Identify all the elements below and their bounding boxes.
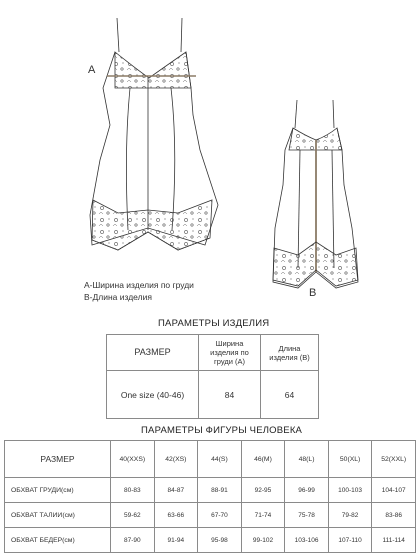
table-cell: 71-74 [241, 503, 285, 528]
table-row [5, 503, 416, 528]
table-cell: 67-70 [198, 503, 242, 528]
table-row [107, 371, 319, 419]
table-cell: 95-98 [198, 528, 242, 553]
table-cell: 80-83 [111, 478, 155, 503]
table-header-cell: РАЗМЕР [5, 441, 111, 478]
table-header-cell: 40(XXS) [111, 441, 155, 478]
table-cell: 103-106 [285, 528, 329, 553]
row-label: ОБХВАТ ТАЛИИ(см) [5, 503, 111, 528]
body-params-table [4, 440, 416, 553]
table-cell: 79-82 [328, 503, 372, 528]
table-cell: 88-91 [198, 478, 242, 503]
callout-b-label: B [309, 287, 317, 299]
table-cell: 91-94 [154, 528, 198, 553]
table-header-cell: 48(L) [285, 441, 329, 478]
table-header-cell: Длина изделия (В) [261, 335, 319, 371]
table-header-row [5, 441, 416, 478]
table-cell: 83-86 [372, 503, 416, 528]
table-cell: 59-62 [111, 503, 155, 528]
table-cell: 99-102 [241, 528, 285, 553]
row-label: ОБХВАТ БЕДЕР(см) [5, 528, 111, 553]
garment-params-table [106, 334, 319, 419]
table-cell: 96-99 [285, 478, 329, 503]
body-params-title: ПАРАМЕТРЫ ФИГУРЫ ЧЕЛОВЕКА [141, 425, 303, 436]
table-header-cell: 50(XL) [328, 441, 372, 478]
back-dress-drawing [273, 100, 358, 288]
table-cell: 92-95 [241, 478, 285, 503]
table-cell: 111-114 [372, 528, 416, 553]
callout-a-label: A [88, 64, 96, 76]
table-row [5, 478, 416, 503]
table-header-cell: 42(XS) [154, 441, 198, 478]
row-label: ОБХВАТ ГРУДИ(см) [5, 478, 111, 503]
table-header-cell: 44(S) [198, 441, 242, 478]
table-cell: 100-103 [328, 478, 372, 503]
table-cell: 107-110 [328, 528, 372, 553]
table-header-cell: РАЗМЕР [107, 335, 199, 371]
table-cell: 63-66 [154, 503, 198, 528]
table-cell: 104-107 [372, 478, 416, 503]
legend-width: А-Ширина изделия по груди [84, 280, 194, 290]
table-header-cell: 46(M) [241, 441, 285, 478]
garment-params-title: ПАРАМЕТРЫ ИЗДЕЛИЯ [158, 318, 270, 329]
table-header-cell: Ширина изделия по груди (А) [199, 335, 261, 371]
front-dress-drawing [90, 18, 218, 250]
table-cell: 87-90 [111, 528, 155, 553]
legend-length: B-Длина изделия [84, 292, 152, 302]
table-cell: 64 [261, 371, 319, 419]
table-cell: 84 [199, 371, 261, 419]
table-row [5, 528, 416, 553]
table-cell: 75-78 [285, 503, 329, 528]
table-header-row [107, 335, 319, 371]
table-header-cell: 52(XXL) [372, 441, 416, 478]
table-cell: One size (40-46) [107, 371, 199, 419]
table-cell: 84-87 [154, 478, 198, 503]
